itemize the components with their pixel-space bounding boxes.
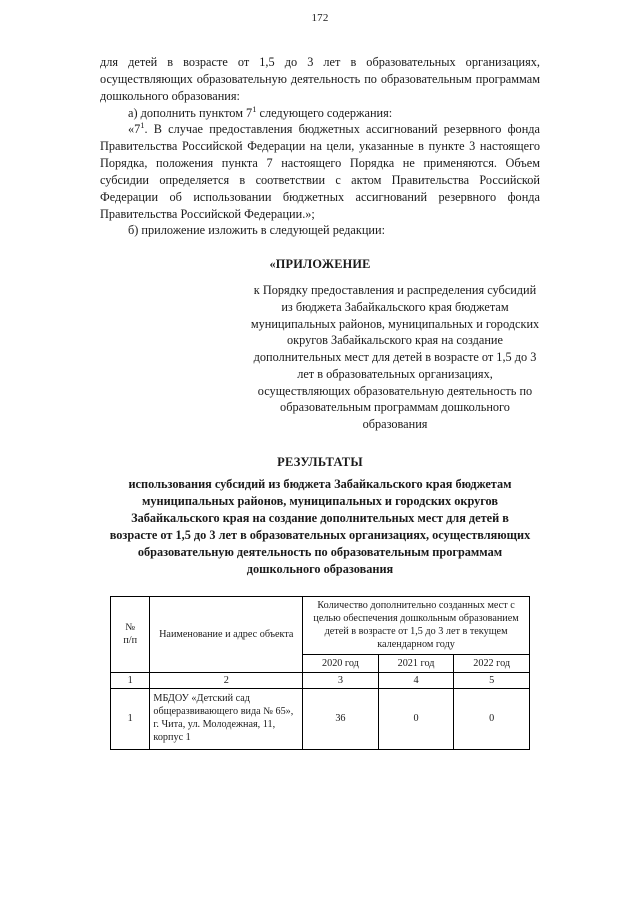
row-number: 1 bbox=[111, 688, 150, 749]
table-column-numbering-row bbox=[111, 672, 530, 688]
header-cell-group: Количество дополнительно созданных мест с целью обеспечения дошкольным образованием детей в возрасте от 1,5 до 3 лет в текущем календарном году bbox=[303, 596, 530, 654]
paragraph-quoted-clause bbox=[100, 121, 540, 222]
paragraph-item-a-superscript: 1 bbox=[252, 103, 257, 114]
header-cell-number bbox=[111, 596, 150, 672]
table-row bbox=[111, 688, 530, 749]
paragraph-item-a-suffix: следующего содержания: bbox=[256, 105, 393, 120]
quote-text: . В случае предоставления бюджетных ассигнований резервного фонда Правительства Российской Федерации на цели, указанные в пункте 3 настоящего Порядка, положения пункта 7 настоящего Порядка не применяются. Объем субсидии определяется в соответствии с актом Правительства Российской Федерации об использовании бюджетных ассигнований резервного фонда Правительства Российской Федерации.»; bbox=[100, 122, 540, 221]
header-number-line1: № bbox=[125, 621, 136, 633]
row-object-name: МБДОУ «Детский сад общеразвивающего вида № 65», г. Чита, ул. Молодежная, 11, корпус 1 bbox=[150, 688, 303, 749]
results-subheading: использования субсидий из бюджета Забайкальского края бюджетам муниципальных районов, муниципальных и городских округов Забайкальского края на создание дополнительных мест для детей в возрасте от 1,5 до 3 лет в образовательных организациях, осуществляющих образовательную деятельность по образовательным программам дошкольного образования bbox=[109, 476, 531, 576]
header-cell-year-2020: 2020 год bbox=[303, 654, 379, 672]
results-table bbox=[110, 596, 530, 750]
header-cell-year-2022: 2022 год bbox=[454, 654, 530, 672]
paragraph-item-a-prefix: а) дополнить пунктом 7 bbox=[128, 105, 253, 120]
row-value-2021: 0 bbox=[378, 688, 454, 749]
results-heading: РЕЗУЛЬТАТЫ bbox=[277, 454, 363, 469]
appendix-title: «ПРИЛОЖЕНИЕ bbox=[269, 257, 371, 272]
page-number: 172 bbox=[311, 12, 329, 24]
quote-open: «7 bbox=[128, 122, 141, 137]
header-number-line2: п/п bbox=[123, 635, 138, 647]
quote-superscript: 1 bbox=[140, 120, 145, 131]
table-header-row-1 bbox=[111, 596, 530, 654]
column-number-2: 2 bbox=[150, 672, 303, 688]
appendix-reference: к Порядку предоставления и распределения субсидий из бюджета Забайкальского края бюджетам муниципальных районов, муниципальных и городских округов Забайкальского края на создание дополнительных мест для детей в возрасте от 1,5 до 3 лет в образовательных организациях, осуществляющих образовательную деятельность по образовательным программам дошкольного образования bbox=[250, 283, 540, 432]
header-cell-year-2021: 2021 год bbox=[378, 654, 454, 672]
paragraph-intro: для детей в возрасте от 1,5 до 3 лет в образовательных организациях, осуществляющих образовательную деятельность по образовательным программам дошкольного образования: bbox=[100, 55, 540, 103]
column-number-1: 1 bbox=[111, 672, 150, 688]
column-number-5: 5 bbox=[454, 672, 530, 688]
column-number-4: 4 bbox=[378, 672, 454, 688]
column-number-3: 3 bbox=[303, 672, 379, 688]
paragraph-item-b: б) приложение изложить в следующей редакции: bbox=[128, 223, 385, 238]
row-value-2020: 36 bbox=[303, 688, 379, 749]
row-value-2022: 0 bbox=[454, 688, 530, 749]
paragraph-item-a bbox=[100, 105, 540, 122]
header-cell-object-name: Наименование и адрес объекта bbox=[150, 596, 303, 672]
